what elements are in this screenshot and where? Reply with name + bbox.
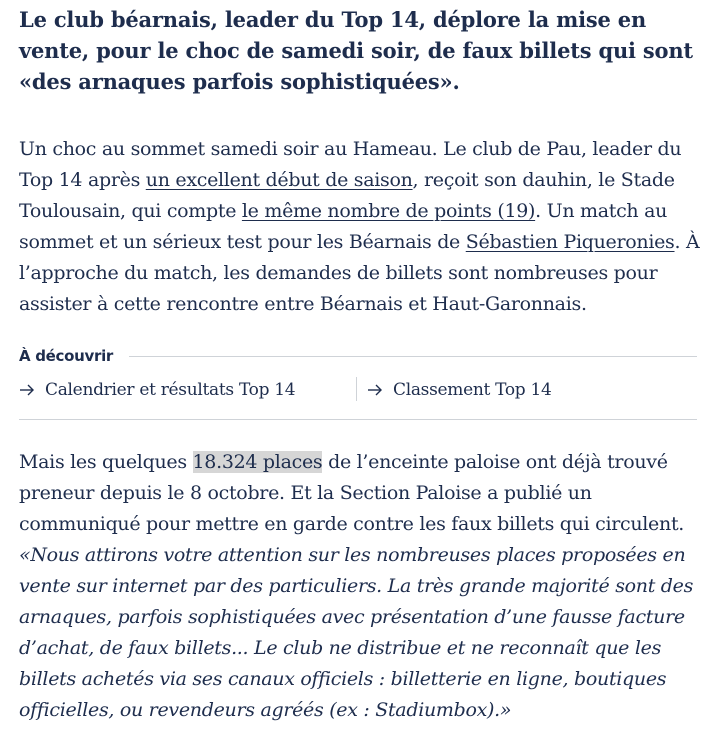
divider [129, 356, 697, 357]
paragraph-text: Un choc au sommet samedi soir au Hameau. Le club de Pau, leader du Top 14 après [19, 138, 682, 191]
discover-box [19, 343, 697, 421]
divider [19, 419, 697, 420]
paragraph-text: Mais les quelques [19, 451, 193, 473]
divider [356, 377, 357, 401]
discover-title: À découvrir [19, 347, 114, 365]
paragraph-text: de l’enceinte paloise ont déjà trouvé preneur depuis le 8 octobre. Et la Section Paloise a publié un communiqué pour mettre en garde contre les faux billets qui circulent. [19, 451, 685, 535]
paragraph-tickets [19, 447, 709, 726]
discover-link-standings[interactable] [367, 377, 552, 403]
discover-link-calendar[interactable] [19, 377, 295, 403]
club-quote: «Nous attirons votre attention sur les nombreuses places proposées en vente sur internet par des particuliers. La très grande majorité sont des arnaques, parfois sophistiquées avec présentation d’une fausse facture d’achat, de faux billets... Le club ne distribue et ne reconnaît que les billets achetés via ses canaux officiels : billetterie en ligne, boutiques officielles, ou revendeurs agréés (ex : Stadiumbox).» [19, 544, 694, 721]
paragraph-text: . Un match au sommet et un sérieux test pour les Béarnais de [19, 200, 668, 253]
link-sebastien-piqueronies[interactable]: Sébastien Piqueronies [465, 231, 675, 253]
discover-header [19, 343, 697, 369]
discover-link-label: Calendrier et résultats Top 14 [45, 380, 296, 400]
paragraph-text: . À l’approche du match, les demandes de billets sont nombreuses pour assister à cette rencontre entre Béarnais et Haut-Garonnais. [19, 231, 700, 315]
arrow-right-icon [19, 383, 35, 397]
highlighted-text: 18.324 places [192, 451, 323, 473]
paragraph-text: , reçoit son dauhin, le Stade Toulousain, qui compte [19, 169, 675, 222]
arrow-right-icon [367, 383, 383, 397]
discover-link-label: Classement Top 14 [393, 380, 552, 400]
link-same-points[interactable]: le même nombre de points (19) [241, 200, 536, 222]
discover-links [19, 377, 697, 403]
link-good-start-of-season[interactable]: un excellent début de saison [145, 169, 413, 191]
paragraph-intro [19, 134, 709, 320]
article-lede: Le club béarnais, leader du Top 14, déplore la mise en vente, pour le choc de samedi soir, de faux billets qui sont «des arnaques parfois sophistiquées». [19, 7, 693, 94]
